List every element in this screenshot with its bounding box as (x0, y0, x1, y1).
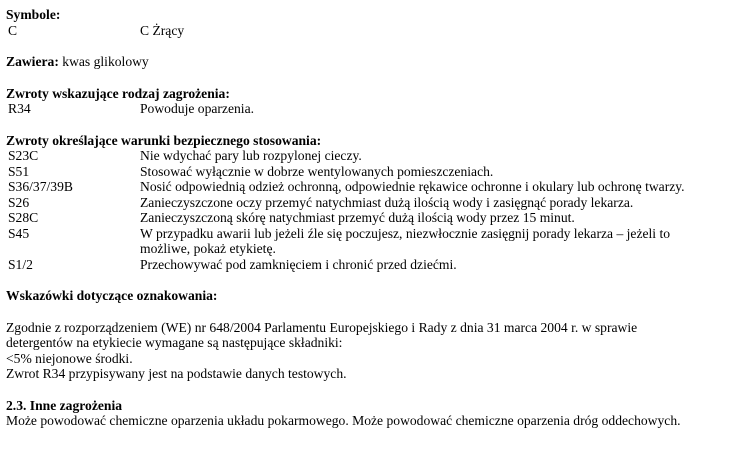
symbol-row (6, 23, 734, 39)
safety-phrase-continuation (6, 241, 734, 257)
safety-phrases-heading: Zwroty określające warunki bezpiecznego stosowania: (6, 132, 322, 148)
symbol-label: C Żrący (140, 22, 185, 38)
safety-phrase-code: S26 (8, 194, 30, 210)
labelling-heading: Wskazówki dotyczące oznakowania: (6, 288, 218, 303)
safety-phrase-text: Przechowywać pod zamknięciem i chronić przed dziećmi. (140, 256, 457, 272)
labelling-line: Zwrot R34 przypisywany jest na podstawie danych testowych. (6, 366, 347, 381)
symbol-code: C (8, 22, 18, 38)
safety-phrase-row (6, 179, 734, 195)
safety-phrase-code: S23C (8, 148, 39, 163)
risk-phrases-heading: Zwroty wskazujące rodzaj zagrożenia: (6, 85, 230, 101)
contains-value: kwas glikolowy (62, 54, 149, 69)
risk-phrase-row (6, 101, 734, 117)
safety-phrase-code: S45 (8, 225, 30, 241)
safety-phrase-text: W przypadku awarii lub jeżeli źle się poczujesz, niezwłocznie zasięgnij porady lekarza – jeżeli to (140, 225, 671, 241)
contains-label: Zawiera: (6, 54, 59, 69)
other-hazards-text: Może powodować chemiczne oparzenia układu pokarmowego. Może powodować chemiczne oparzenia dróg oddechowych. (6, 413, 681, 428)
other-hazards-heading: 2.3. Inne zagrożenia (6, 397, 123, 413)
safety-phrase-text: Nie wdychać pary lub rozpylonej cieczy. (140, 148, 362, 163)
safety-phrase-code: S36/37/39B (8, 179, 73, 194)
symbols-heading: Symbole: (6, 7, 61, 22)
safety-phrase-row (6, 210, 734, 226)
safety-phrase-row (6, 195, 734, 211)
safety-phrase-text: Zanieczyszczoną skórę natychmiast przemyć dużą ilością wody przez 15 minut. (140, 210, 575, 225)
safety-phrase-text: Zanieczyszczone oczy przemyć natychmiast dużą ilością wody i zasięgnąć porady lekarza. (140, 194, 634, 210)
safety-phrase-row (6, 148, 734, 164)
risk-phrase-code: R34 (8, 101, 31, 116)
safety-phrase-text: możliwe, pokaż etykietę. (140, 241, 276, 256)
safety-phrase-text: Nosić odpowiednią odzież ochronną, odpowiednie rękawice ochronne i okulary lub ochronę twarzy. (140, 179, 685, 194)
safety-phrase-code: S28C (8, 210, 39, 225)
risk-phrase-text: Powoduje oparzenia. (140, 101, 255, 116)
safety-phrase-row (6, 257, 734, 273)
contains-line (6, 54, 734, 70)
safety-data-sheet-section (6, 7, 734, 429)
safety-phrase-code: S1/2 (8, 256, 33, 272)
safety-phrase-text: Stosować wyłącznie w dobrze wentylowanych pomieszczeniach. (140, 163, 494, 179)
labelling-line: <5% niejonowe środki. (6, 350, 133, 366)
labelling-line: Zgodnie z rozporządzeniem (WE) nr 648/2004 Parlamentu Europejskiego i Rady z dnia 31 marca 2004 r. w sprawie (6, 319, 638, 335)
safety-phrase-row (6, 164, 734, 180)
safety-phrase-row (6, 226, 734, 242)
safety-phrase-code: S51 (8, 163, 30, 179)
labelling-line: detergentów na etykiecie wymagane są następujące składniki: (6, 335, 343, 350)
